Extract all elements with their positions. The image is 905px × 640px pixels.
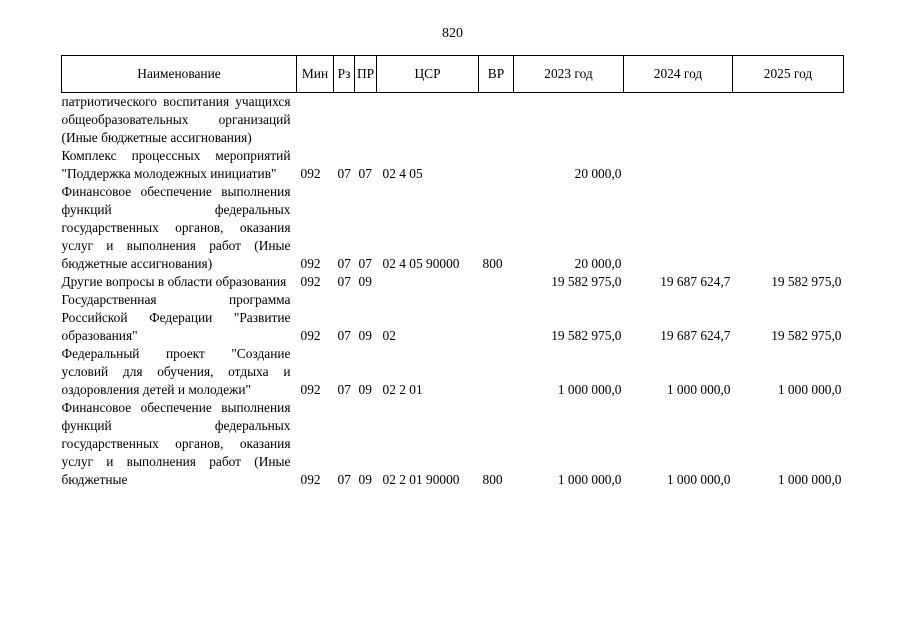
header-rz: Рз xyxy=(334,56,355,93)
row-2023: 19 582 975,0 xyxy=(551,274,622,289)
row-csr: 02 xyxy=(382,328,396,343)
row-min: 092 xyxy=(300,274,321,289)
budget-table xyxy=(61,55,844,489)
header-vr: ВР xyxy=(479,56,514,93)
row-min: 092 xyxy=(300,472,321,487)
table-row xyxy=(62,93,844,148)
row-rz: 07 xyxy=(337,166,351,181)
row-2025: 1 000 000,0 xyxy=(777,472,842,487)
row-pr: 07 xyxy=(358,166,372,181)
row-rz: 07 xyxy=(337,382,351,397)
row-2023 xyxy=(514,93,624,148)
row-vr xyxy=(479,93,514,148)
row-name: Другие вопросы в области образования xyxy=(61,274,287,289)
row-2024 xyxy=(624,93,733,148)
row-2024: 19 687 624,7 xyxy=(660,328,731,343)
row-2025 xyxy=(733,147,844,183)
row-vr xyxy=(479,147,514,183)
row-2023: 19 582 975,0 xyxy=(551,328,622,343)
table-header-row xyxy=(62,56,844,93)
row-2024: 1 000 000,0 xyxy=(666,472,731,487)
header-name: Наименование xyxy=(62,56,297,93)
row-2023: 1 000 000,0 xyxy=(557,382,622,397)
row-name: Государственная программа Российской Федерации "Развитие образования" xyxy=(61,292,291,343)
header-2023: 2023 год xyxy=(514,56,624,93)
table-row xyxy=(62,291,844,345)
row-name: Финансовое обеспечение выполнения функций федеральных государственных органов, оказания услуг и выполнения работ (Иные бюджетные xyxy=(61,400,291,487)
row-min: 092 xyxy=(300,382,321,397)
table-row xyxy=(62,147,844,183)
row-pr: 09 xyxy=(358,328,372,343)
row-min: 092 xyxy=(300,166,321,181)
row-csr: 02 4 05 xyxy=(382,166,423,181)
row-rz: 07 xyxy=(337,274,351,289)
row-name: патриотического воспитания учащихся общеобразовательных организаций (Иные бюджетные ассигнования) xyxy=(61,94,291,145)
row-vr: 800 xyxy=(482,256,503,271)
row-2023: 1 000 000,0 xyxy=(557,472,622,487)
row-csr xyxy=(377,93,479,148)
row-2025: 19 582 975,0 xyxy=(771,274,842,289)
table-row xyxy=(62,399,844,489)
row-csr: 02 2 01 xyxy=(382,382,423,397)
row-vr xyxy=(479,345,514,399)
row-pr xyxy=(355,93,377,148)
row-min: 092 xyxy=(300,328,321,343)
row-vr: 800 xyxy=(482,472,503,487)
row-rz xyxy=(334,93,355,148)
row-pr: 09 xyxy=(358,382,372,397)
row-csr: 02 4 05 90000 xyxy=(382,256,460,271)
header-2024: 2024 год xyxy=(624,56,733,93)
row-2024 xyxy=(624,183,733,273)
table-row xyxy=(62,273,844,291)
row-csr xyxy=(377,273,479,291)
row-2025 xyxy=(733,183,844,273)
row-name: Комплекс процессных мероприятий "Поддержка молодежных инициатив" xyxy=(61,148,291,181)
row-name: Федеральный проект "Создание условий для обучения, отдыха и оздоровления детей и молодежи" xyxy=(61,346,291,397)
row-pr: 09 xyxy=(358,274,372,289)
header-min: Мин xyxy=(297,56,334,93)
row-2024: 1 000 000,0 xyxy=(666,382,731,397)
row-vr xyxy=(479,291,514,345)
row-min: 092 xyxy=(300,256,321,271)
row-name: Финансовое обеспечение выполнения функций федеральных государственных органов, оказания услуг и выполнения работ (Иные бюджетные ассигнования) xyxy=(61,184,291,271)
row-vr xyxy=(479,273,514,291)
row-2024 xyxy=(624,147,733,183)
table-row xyxy=(62,183,844,273)
page-number: 820 xyxy=(442,26,463,41)
row-2024: 19 687 624,7 xyxy=(660,274,731,289)
table-row xyxy=(62,345,844,399)
row-2023: 20 000,0 xyxy=(574,256,622,271)
header-csr: ЦСР xyxy=(377,56,479,93)
row-2025: 19 582 975,0 xyxy=(771,328,842,343)
row-pr: 09 xyxy=(358,472,372,487)
row-rz: 07 xyxy=(337,256,351,271)
row-rz: 07 xyxy=(337,328,351,343)
header-2025: 2025 год xyxy=(733,56,844,93)
row-2023: 20 000,0 xyxy=(574,166,622,181)
row-2025 xyxy=(733,93,844,148)
row-min xyxy=(297,93,334,148)
row-csr: 02 2 01 90000 xyxy=(382,472,460,487)
row-rz: 07 xyxy=(337,472,351,487)
header-pr: ПР xyxy=(355,56,377,93)
row-2025: 1 000 000,0 xyxy=(777,382,842,397)
row-pr: 07 xyxy=(358,256,372,271)
